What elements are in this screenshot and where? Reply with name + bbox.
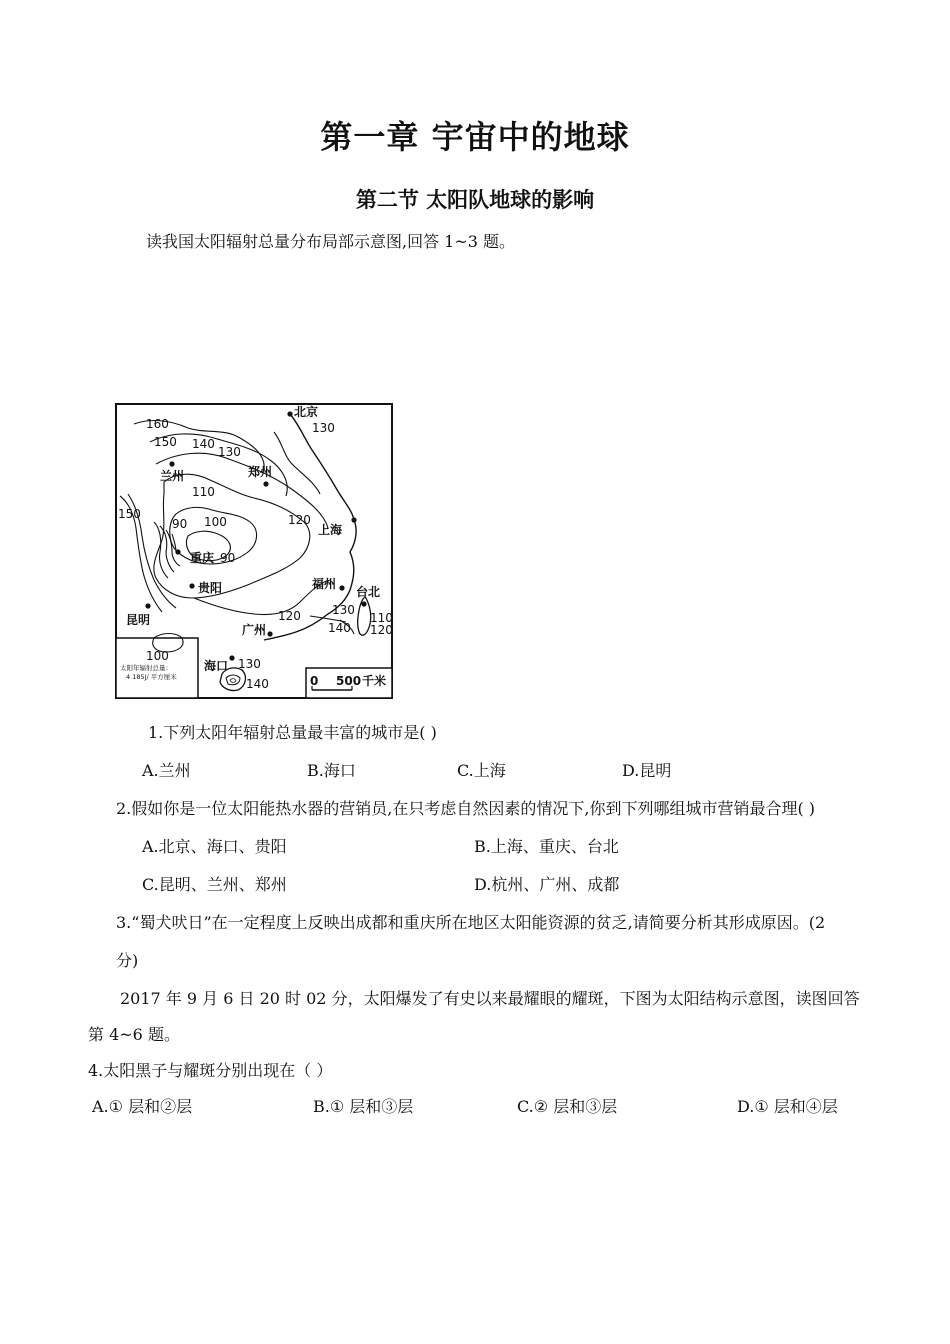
contour-label: 110 (192, 485, 215, 499)
passage-line1: 2017 年 9 月 6 日 20 时 02 分，太阳爆发了有史以来最耀眼的耀斑，下图为太阳结构示意图，读图回答 (120, 989, 860, 1008)
contour-label: 120 (370, 623, 393, 637)
contour-label: 140 (328, 621, 351, 635)
solar-radiation-map (114, 402, 394, 700)
legend-line1: 太阳年辐射总量： (120, 664, 172, 672)
contour-label: 130 (312, 421, 335, 435)
q4-option-b: B.① 层和③层 (313, 1097, 414, 1116)
q1-option-c: C.上海 (457, 761, 506, 780)
city-label-shanghai: 上海 (318, 523, 343, 537)
contour-label: 130 (218, 445, 241, 459)
contour-label: 120 (288, 513, 311, 527)
contour-label: 130 (332, 603, 355, 617)
q2-option-b: B.上海、重庆、台北 (474, 837, 619, 856)
q1-stem: 1.下列太阳年辐射总量最丰富的城市是( ) (148, 723, 437, 742)
contour-label: 140 (246, 677, 269, 691)
scale-zero: 0 (310, 674, 319, 688)
q3-line1: 3.“蜀犬吠日”在一定程度上反映出成都和重庆所在地区太阳能资源的贫乏,请简要分析其形成原因。(2 (116, 913, 826, 932)
q4-option-d: D.① 层和④层 (737, 1097, 838, 1116)
city-label-guangzhou: 广州 (242, 623, 267, 637)
intro-text: 读我国太阳辐射总量分布局部示意图,回答 1~3 题。 (146, 232, 516, 251)
q2-stem: 2.假如你是一位太阳能热水器的营销员,在只考虑自然因素的情况下,你到下列哪组城市营销最合理( ) (116, 799, 816, 818)
city-label-guiyang: 贵阳 (198, 581, 223, 595)
section-title: 第二节 太阳队地球的影响 (355, 187, 595, 212)
chapter-title: 第一章 宇宙中的地球 (320, 118, 630, 156)
q1-option-a: A.兰州 (142, 761, 191, 780)
passage-line2: 第 4~6 题。 (88, 1025, 180, 1044)
scale-unit: 千米 (362, 674, 387, 688)
scale-value: 500 (336, 674, 362, 688)
q2-option-a: A.北京、海口、贵阳 (142, 837, 287, 856)
contour-label: 160 (146, 417, 169, 431)
city-label-zhengzhou: 郑州 (248, 465, 273, 479)
contour-label: 140 (192, 437, 215, 451)
contour-label: 130 (238, 657, 261, 671)
q4-option-a: A.① 层和②层 (92, 1097, 193, 1116)
city-label-kunming: 昆明 (126, 613, 151, 627)
legend-line2: 4 185J/ 平方厘米 (126, 673, 177, 681)
city-label-beijing: 北京 (294, 405, 319, 419)
q3-line2: 分) (116, 951, 139, 970)
q4-stem: 4.太阳黑子与耀斑分别出现在（ ） (88, 1061, 333, 1080)
city-label-chongqing: 重庆 (190, 551, 215, 565)
q2-option-c: C.昆明、兰州、郑州 (142, 875, 287, 894)
contour-label: 100 (204, 515, 227, 529)
city-label-fuzhou: 福州 (312, 577, 337, 591)
contour-label: 150 (154, 435, 177, 449)
q4-option-c: C.② 层和③层 (517, 1097, 618, 1116)
city-label-lanzhou: 兰州 (160, 469, 185, 483)
legend-value: 100 (146, 649, 169, 663)
contour-label: 110 (370, 611, 393, 625)
q2-option-d: D.杭州、广州、成都 (474, 875, 620, 894)
q1-option-b: B.海口 (307, 761, 356, 780)
q1-option-d: D.昆明 (622, 761, 672, 780)
contour-label: 90 (172, 517, 188, 531)
city-label-taibei: 台北 (356, 585, 381, 599)
contour-label: 120 (278, 609, 301, 623)
contour-label: 150 (118, 507, 141, 521)
city-label-haikou: 海口 (204, 659, 229, 673)
contour-label: 90 (220, 551, 236, 565)
